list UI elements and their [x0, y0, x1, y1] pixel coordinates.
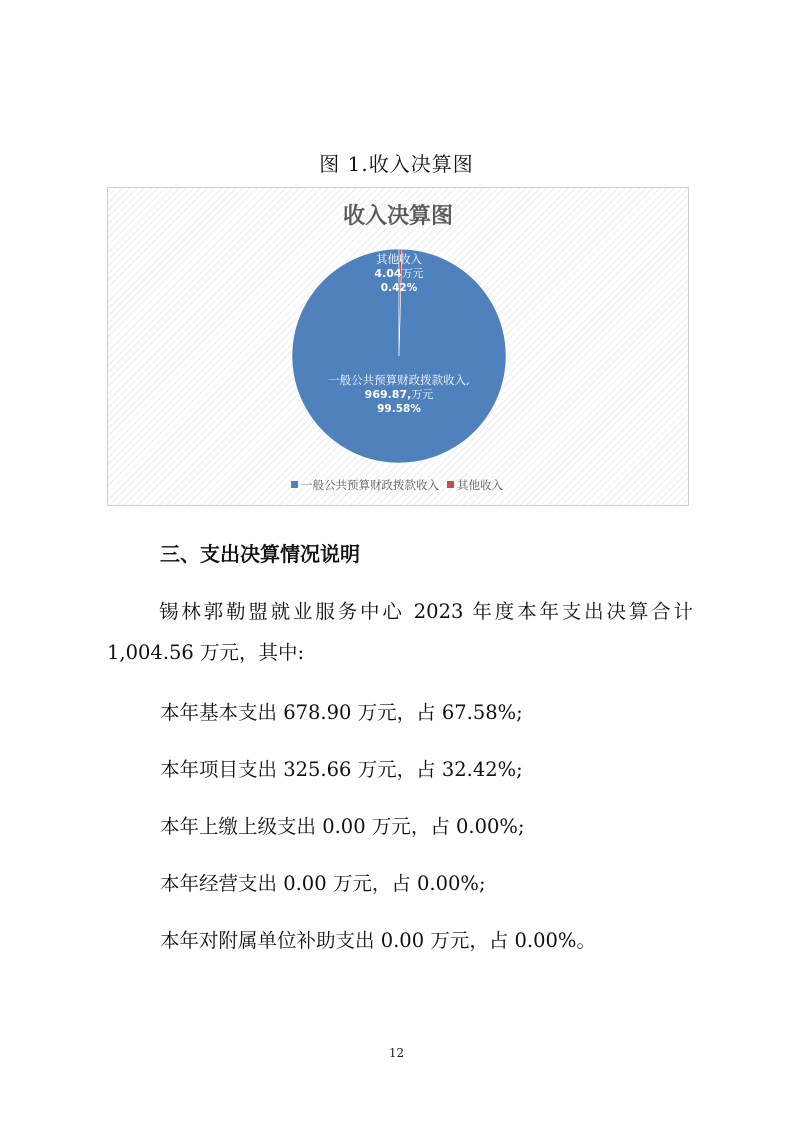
summary-paragraph: 锡林郭勒盟就业服务中心 2023 年度本年支出决算合计 1,004.56 万元，其中: [107, 600, 693, 664]
chart-title: 收入决算图 [342, 204, 454, 229]
section-title: 三、支出决算情况说明 [160, 542, 360, 566]
pie-chart-svg [108, 188, 688, 505]
label-other-income-value: 4.04万元 [374, 267, 424, 280]
label-general-budget-name: 一般公共预算财政拨款收入, [328, 373, 470, 387]
legend-swatch-other-income [447, 481, 454, 488]
label-general-budget-value: 969.87,万元 [364, 388, 434, 401]
legend-label-other-income: 其他收入 [457, 478, 503, 492]
page-number: 12 [388, 1046, 405, 1060]
legend-swatch-general-budget [291, 481, 298, 488]
figure-caption: 图 1.收入决算图 [319, 152, 474, 176]
item-operating-expense: 本年经营支出 0.00 万元，占 0.00%; [160, 872, 486, 895]
income-pie-chart [107, 187, 689, 506]
legend-label-general-budget: 一般公共预算财政拨款收入 [301, 478, 439, 492]
chart-legend [291, 478, 503, 492]
item-subsidiary-subsidy: 本年对附属单位补助支出 0.00 万元，占 0.00%。 [160, 929, 596, 952]
label-general-budget-pct: 99.58% [377, 403, 421, 415]
item-upper-payment: 本年上缴上级支出 0.00 万元，占 0.00%; [160, 815, 525, 838]
item-project-expense: 本年项目支出 325.66 万元，占 32.42%; [160, 758, 523, 781]
item-basic-expense: 本年基本支出 678.90 万元，占 67.58%; [160, 701, 523, 724]
label-other-income-pct: 0.42% [380, 282, 418, 294]
label-other-income-name: 其他收入 [376, 252, 422, 266]
